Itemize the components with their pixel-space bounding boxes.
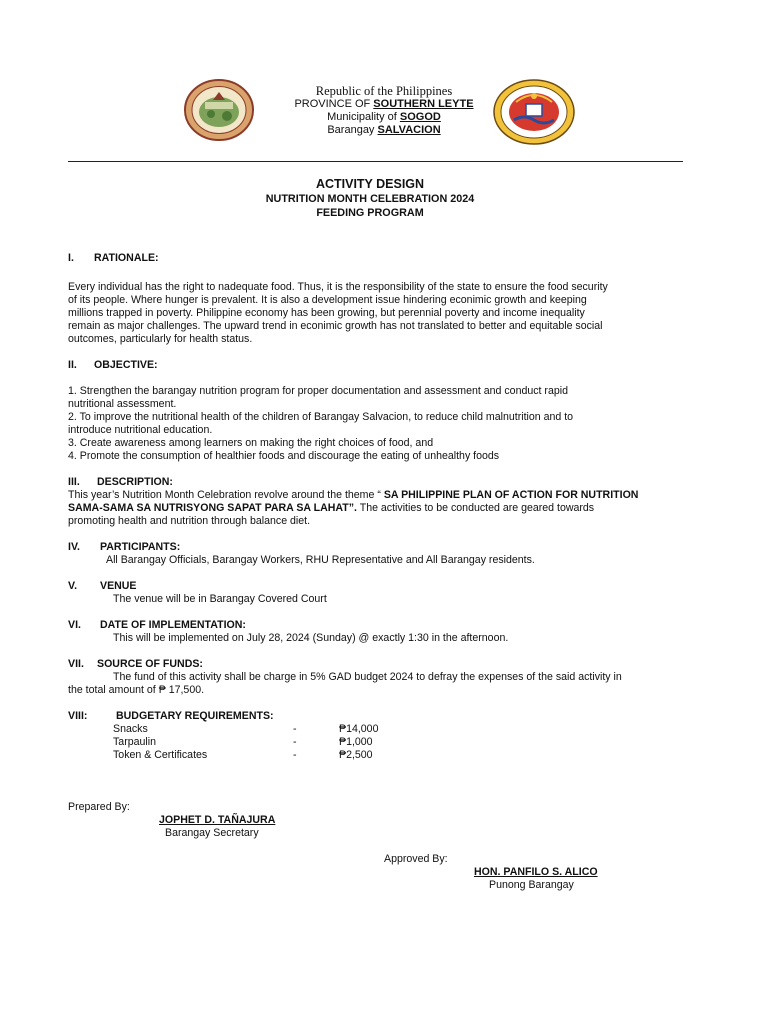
rationale-line: remain as major challenges. The upward trend in econimic growth has not translated to better and equitable social: [68, 320, 603, 332]
venue-text: The venue will be in Barangay Covered Court: [113, 593, 327, 605]
municipality-line: [0, 111, 768, 124]
venue-number: V.: [68, 580, 78, 592]
prepared-by-label: Prepared By:: [68, 801, 130, 813]
budget-item-name: Snacks: [113, 723, 148, 735]
budget-item-name: Token & Certificates: [113, 749, 208, 761]
barangay-line: [0, 124, 768, 137]
budget-item-name: Tarpaulin: [113, 736, 156, 748]
description-theme: SA PHILIPPINE PLAN OF ACTION FOR NUTRITION: [383, 489, 639, 501]
budget-item-amount: ₱14,000: [339, 723, 379, 735]
participants-heading: PARTICIPANTS:: [100, 541, 181, 553]
header-divider: [68, 161, 683, 162]
municipality-name: SOGOD: [399, 111, 441, 123]
budget-item-dash: -: [293, 736, 297, 748]
objective-line: 3. Create awareness among learners on making the right choices of food, and: [68, 437, 434, 449]
date-heading: DATE OF IMPLEMENTATION:: [100, 619, 246, 631]
barangay-name: SALVACION: [377, 124, 441, 136]
description-text: The activities to be conducted are geared towards: [356, 502, 595, 514]
province-prefix: PROVINCE OF: [294, 98, 374, 110]
funds-number: VII.: [68, 658, 84, 670]
prepared-by-name: JOPHET D. TAÑAJURA: [159, 814, 276, 826]
rationale-number: I.: [68, 252, 74, 264]
funds-line-2: the total amount of ₱ 17,500.: [68, 684, 205, 696]
barangay-prefix: Barangay: [327, 124, 378, 136]
approved-by-title: Punong Barangay: [489, 879, 574, 891]
document-title: ACTIVITY DESIGN: [315, 177, 425, 191]
objective-line: 4. Promote the consumption of healthier foods and discourage the eating of unhealthy foods: [68, 450, 500, 462]
description-number: III.: [68, 476, 80, 488]
budget-item-dash: -: [293, 723, 297, 735]
objective-line: introduce nutritional education.: [68, 424, 213, 436]
funds-line-1: The fund of this activity shall be charge in 5% GAD budget 2024 to defray the expenses of the said activity in: [113, 671, 622, 683]
description-line-1: [68, 489, 638, 502]
rationale-heading: RATIONALE:: [94, 252, 159, 264]
approved-by-name: HON. PANFILO S. ALICO: [474, 866, 598, 878]
document-subtitle-1: NUTRITION MONTH CELEBRATION 2024: [265, 193, 475, 205]
budget-item-dash: -: [293, 749, 297, 761]
budget-number: VIII:: [68, 710, 88, 722]
rationale-line: outcomes, particularly for health status.: [68, 333, 253, 345]
participants-text: All Barangay Officials, Barangay Workers, RHU Representative and All Barangay residents.: [106, 554, 535, 566]
prepared-by-title: Barangay Secretary: [165, 827, 259, 839]
objective-line: 1. Strengthen the barangay nutrition program for proper documentation and assessment and conduct rapid: [68, 385, 568, 397]
province-name: SOUTHERN LEYTE: [373, 98, 474, 110]
budget-item-amount: ₱1,000: [339, 736, 373, 748]
date-number: VI.: [68, 619, 81, 631]
document-subtitle-2: FEEDING PROGRAM: [316, 207, 424, 219]
rationale-line: Every individual has the right to nadequate food. Thus, it is the responsibility of the state to ensure the food security: [68, 281, 608, 293]
budget-item-amount: ₱2,500: [339, 749, 373, 761]
objective-line: 2. To improve the nutritional health of the children of Barangay Salvacion, to reduce child malnutrition and to: [68, 411, 574, 423]
rationale-line: of its people. Where hunger is prevalent. It is also a development issue hindering econimic growth and keeping: [68, 294, 587, 306]
approved-by-label: Approved By:: [384, 853, 448, 865]
description-line-2: [68, 502, 594, 515]
objective-body: [68, 385, 708, 463]
objective-heading: OBJECTIVE:: [94, 359, 158, 371]
participants-number: IV.: [68, 541, 80, 553]
funds-heading: SOURCE OF FUNDS:: [97, 658, 203, 670]
rationale-line: millions trapped in poverty. Philippine economy has been growing, but perennial poverty and income inequality: [68, 307, 585, 319]
description-theme: SAMA-SAMA SA NUTRISYONG SAPAT PARA SA LAHAT”.: [68, 502, 357, 514]
republic-line: Republic of the Philippines: [315, 84, 453, 98]
budget-heading: BUDGETARY REQUIREMENTS:: [116, 710, 274, 722]
province-line: [0, 98, 768, 111]
description-heading: DESCRIPTION:: [97, 476, 173, 488]
date-text: This will be implemented on July 28, 2024 (Sunday) @ exactly 1:30 in the afternoon.: [113, 632, 509, 644]
description-text: This year’s Nutrition Month Celebration revolve around the theme “: [68, 489, 384, 501]
objective-line: nutritional assessment.: [68, 398, 177, 410]
venue-heading: VENUE: [100, 580, 137, 592]
municipality-prefix: Municipality of: [327, 111, 400, 123]
objective-number: II.: [68, 359, 77, 371]
rationale-body: [68, 281, 708, 346]
description-line-3: promoting health and nutrition through balance diet.: [68, 515, 311, 527]
